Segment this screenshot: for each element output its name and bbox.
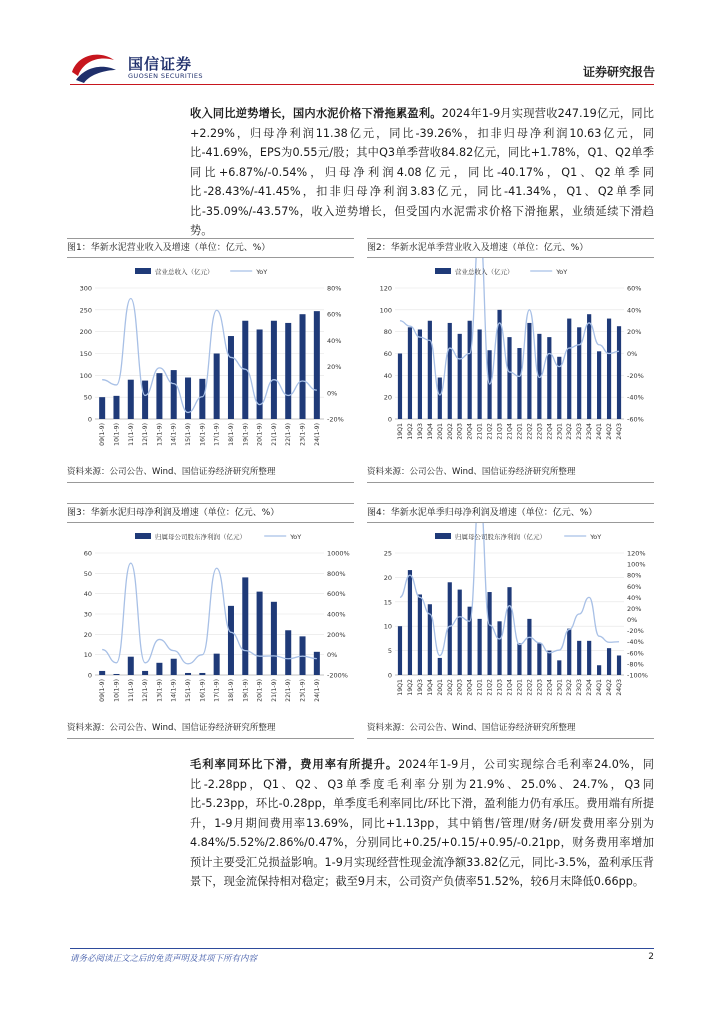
bar — [242, 577, 248, 675]
y2-tick-label: 20% — [627, 328, 642, 337]
bar — [587, 641, 591, 675]
x-tick-label: 22Q1 — [516, 679, 524, 696]
x-tick-label: 19Q1 — [396, 423, 404, 440]
x-tick-label: 22Q3 — [536, 423, 544, 440]
x-tick-label: 23Q2 — [566, 423, 574, 440]
legend-label: YoY — [256, 268, 268, 276]
x-tick-label: 22(1-9) — [285, 679, 293, 702]
bar — [113, 674, 119, 675]
x-tick-label: 24Q2 — [606, 423, 614, 440]
x-tick-label: 23(1-9) — [299, 423, 307, 446]
y2-tick-label: -40% — [627, 393, 644, 402]
quarterly-net-profit-chart — [367, 523, 654, 719]
bar — [497, 621, 501, 675]
y2-tick-label: 0% — [327, 651, 338, 660]
x-tick-label: 18(1-9) — [227, 679, 235, 702]
paragraph-lead: 收入同比逆势增长，国内水泥价格下滑拖累盈利。 — [190, 107, 442, 120]
y-tick-label: 50 — [83, 393, 92, 402]
y-tick-label: 300 — [79, 284, 92, 293]
y2-tick-label: 60% — [627, 582, 642, 591]
bar — [228, 336, 234, 419]
x-tick-label: 22(1-9) — [285, 423, 293, 446]
x-tick-label: 21(1-9) — [270, 679, 278, 702]
y2-tick-label: 0% — [327, 389, 338, 398]
y2-tick-label: 20% — [327, 363, 342, 372]
y2-tick-label: 600% — [327, 590, 346, 599]
y2-tick-label: -80% — [627, 660, 644, 669]
y2-tick-label: -100% — [627, 671, 648, 680]
x-tick-label: 20Q1 — [436, 679, 444, 696]
x-tick-label: 24(1-9) — [313, 423, 321, 446]
y-tick-label: 0 — [387, 415, 392, 424]
yoy-line — [102, 298, 317, 412]
bar — [428, 321, 432, 419]
y-tick-label: 100 — [379, 306, 392, 315]
paragraph-margin — [190, 755, 654, 892]
x-tick-label: 20(1-9) — [256, 423, 264, 446]
bar — [418, 594, 422, 675]
bar — [458, 334, 462, 419]
y-tick-label: 120 — [379, 284, 392, 293]
figure-2 — [367, 238, 654, 483]
bar — [142, 381, 148, 419]
bar — [199, 673, 205, 675]
x-tick-label: 10(1-9) — [113, 423, 121, 446]
figure-4 — [367, 503, 654, 739]
yoy-line — [102, 563, 317, 664]
paragraph-body: 2024年1-9月，公司实现综合毛利率24.0%，同比-2.28pp，Q1、Q2、Q3单季度毛利率分别为21.9%、25.0%、24.7%，Q3同比-5.23pp，环比-0.28pp，单季度毛利率同比/环比下滑，盈利能力仍有承压。费用端有所提升，1-9月期间费用率13.69%，同比+1.13pp，其中销售/管理/财务/研发费用率分别为4.84%/5.52%/2.86%/0.47%，分别同比+0.25/+0.15/+0.95/-0.21pp，财务费用率增加预计主要受汇兑损益影响。1-9月实现经营性现金流净额33.82亿元，同比-3.5%，盈利承压背景下，现金流保持相对稳定；截至9月末，公司资产负债率51.52%，较6月末降低0.66pp。 — [190, 758, 654, 888]
y2-tick-label: 120% — [627, 549, 646, 558]
x-tick-label: 22Q4 — [546, 423, 554, 440]
x-tick-label: 17(1-9) — [213, 423, 221, 446]
bar — [438, 378, 442, 419]
y-tick-label: 60 — [383, 350, 392, 358]
x-tick-label: 18(1-9) — [227, 423, 235, 446]
bar — [527, 323, 531, 419]
y-tick-label: 10 — [383, 622, 392, 631]
figure-source: 资料来源：公司公告、Wind、国信证券经济研究所整理 — [67, 467, 276, 477]
y2-tick-label: 800% — [327, 569, 346, 578]
net-profit-chart — [67, 523, 354, 719]
bar — [128, 657, 134, 675]
legend-label: 归属母公司股东净利润（亿元） — [155, 533, 246, 541]
bar — [99, 671, 105, 675]
bar — [257, 592, 263, 675]
x-tick-label: 21(1-9) — [270, 423, 278, 446]
bar — [517, 348, 521, 419]
y-tick-label: 100 — [79, 371, 92, 380]
figure-source: 资料来源：公司公告、Wind、国信证券经济研究所整理 — [367, 723, 576, 733]
y2-tick-label: 100% — [627, 560, 646, 569]
y2-tick-label: 40% — [327, 336, 342, 345]
figure-title: 图3：华新水泥归母净利润及增速（单位：亿元、%） — [67, 503, 354, 523]
legend-bar-swatch — [435, 268, 451, 274]
y-tick-label: 25 — [383, 549, 392, 558]
bar — [300, 314, 306, 419]
x-tick-label: 22Q1 — [516, 423, 524, 440]
bar — [557, 660, 561, 675]
brand-name-en: GUOSEN SECURITIES — [128, 72, 203, 80]
bar — [142, 671, 148, 675]
y2-tick-label: -20% — [627, 371, 644, 380]
y2-tick-label: 0% — [627, 616, 638, 625]
y-tick-label: 60 — [83, 549, 92, 558]
x-tick-label: 23Q3 — [576, 423, 584, 440]
bar — [507, 337, 511, 419]
legend-label: 归属母公司股东净利润（亿元） — [455, 533, 546, 541]
y2-tick-label: -60% — [627, 415, 644, 424]
x-tick-label: 13(1-9) — [156, 423, 164, 446]
legend-label: YoY — [290, 533, 302, 541]
x-tick-label: 14(1-9) — [170, 423, 178, 446]
x-tick-label: 24Q3 — [616, 679, 624, 696]
x-tick-label: 15(1-9) — [185, 423, 193, 446]
x-tick-label: 21Q3 — [496, 423, 504, 440]
bar — [478, 329, 482, 419]
x-tick-label: 15(1-9) — [185, 679, 193, 702]
x-tick-label: 21Q4 — [506, 679, 514, 696]
x-tick-label: 16(1-9) — [199, 679, 207, 702]
x-tick-label: 21Q2 — [486, 679, 494, 696]
bar — [171, 370, 177, 419]
y-tick-label: 200 — [79, 328, 92, 337]
y2-tick-label: -40% — [627, 638, 644, 647]
bar — [271, 321, 277, 419]
figure-title: 图2：华新水泥单季营业收入及增速（单位：亿元、%） — [367, 238, 654, 258]
bar — [527, 619, 531, 675]
figure-divider — [67, 738, 354, 739]
x-tick-label: 19(1-9) — [242, 679, 250, 702]
quarterly-revenue-chart — [367, 258, 654, 463]
bar — [99, 397, 105, 419]
x-tick-label: 10(1-9) — [113, 679, 121, 702]
bar — [567, 629, 571, 675]
x-tick-label: 23Q4 — [586, 423, 594, 440]
bar — [458, 590, 462, 675]
y-tick-label: 40 — [83, 590, 92, 599]
bar — [478, 619, 482, 675]
x-tick-label: 20Q3 — [456, 679, 464, 696]
x-tick-label: 22Q2 — [526, 423, 534, 440]
y2-tick-label: 200% — [327, 630, 346, 639]
x-tick-label: 24(1-9) — [313, 679, 321, 702]
brand-logo — [70, 50, 203, 86]
y-tick-label: 15 — [383, 598, 392, 607]
x-tick-label: 19(1-9) — [242, 423, 250, 446]
y2-tick-label: -20% — [327, 415, 344, 424]
bar — [577, 327, 581, 419]
disclaimer-note: 请务必阅读正文之后的免责声明及其项下所有内容 — [70, 954, 258, 964]
bar — [468, 321, 472, 419]
y2-tick-label: 1000% — [327, 549, 350, 558]
x-tick-label: 19Q3 — [416, 423, 424, 440]
x-tick-label: 19Q2 — [406, 423, 414, 440]
y-tick-label: 250 — [79, 306, 92, 315]
paragraph-revenue — [190, 104, 654, 241]
brand-name-cn: 国信证券 — [128, 55, 193, 73]
bar — [156, 663, 162, 675]
x-tick-label: 23Q1 — [556, 423, 564, 440]
bar — [171, 659, 177, 675]
y-tick-label: 30 — [83, 610, 92, 619]
x-tick-label: 24Q1 — [596, 679, 604, 696]
y2-tick-label: 60% — [327, 310, 342, 319]
x-tick-label: 23Q3 — [576, 679, 584, 696]
bar — [314, 311, 320, 419]
figure-source: 资料来源：公司公告、Wind、国信证券经济研究所整理 — [367, 467, 576, 477]
figure-divider — [367, 482, 654, 483]
bar — [257, 329, 263, 419]
x-tick-label: 23Q4 — [586, 679, 594, 696]
y2-tick-label: 400% — [327, 610, 346, 619]
report-type: 证券研究报告 — [582, 65, 655, 79]
y2-tick-label: 0% — [627, 350, 638, 358]
y-tick-label: 50 — [83, 569, 92, 578]
bar — [214, 354, 220, 420]
x-tick-label: 23Q2 — [566, 679, 574, 696]
bar — [567, 319, 571, 419]
y2-tick-label: -20% — [627, 627, 644, 636]
y2-tick-label: 40% — [627, 593, 642, 602]
bar — [113, 396, 119, 419]
bar — [577, 641, 581, 675]
bar — [185, 673, 191, 675]
y-tick-label: 5 — [387, 647, 392, 656]
x-tick-label: 22Q3 — [536, 679, 544, 696]
x-tick-label: 16(1-9) — [199, 423, 207, 446]
legend-label: 营业总收入（亿元） — [155, 268, 214, 276]
figure-source: 资料来源：公司公告、Wind、国信证券经济研究所整理 — [67, 723, 276, 733]
x-tick-label: 19Q1 — [396, 679, 404, 696]
x-tick-label: 19Q4 — [426, 423, 434, 440]
figure-divider — [67, 482, 354, 483]
x-tick-label: 09(1-9) — [99, 423, 107, 446]
x-tick-label: 21Q2 — [486, 423, 494, 440]
bar — [617, 326, 621, 419]
y-tick-label: 0 — [387, 671, 392, 680]
paragraph-lead: 毛利率同环比下滑，费用率有所提升。 — [190, 758, 399, 771]
x-tick-label: 20Q2 — [446, 679, 454, 696]
x-tick-label: 19Q2 — [406, 679, 414, 696]
y2-tick-label: 60% — [627, 284, 642, 293]
x-tick-label: 11(1-9) — [127, 423, 135, 446]
revenue-chart — [67, 258, 354, 463]
x-tick-label: 23Q1 — [556, 679, 564, 696]
y2-tick-label: 20% — [627, 604, 642, 613]
bar — [438, 658, 442, 675]
legend-label: YoY — [590, 533, 602, 541]
bar — [607, 648, 611, 675]
y-tick-label: 0 — [87, 415, 92, 424]
x-tick-label: 11(1-9) — [127, 679, 135, 702]
bar — [228, 606, 234, 675]
bar — [398, 354, 402, 420]
x-tick-label: 19Q3 — [416, 679, 424, 696]
x-tick-label: 21Q1 — [476, 679, 484, 696]
legend-bar-swatch — [135, 268, 151, 274]
legend-bar-swatch — [435, 533, 451, 539]
bar — [314, 652, 320, 675]
bar — [607, 319, 611, 419]
figure-title: 图4：华新水泥单季归母净利润及增速（单位：亿元、%） — [367, 503, 654, 523]
bar — [408, 570, 412, 675]
header-divider — [70, 84, 654, 85]
figure-divider — [367, 738, 654, 739]
x-tick-label: 21Q3 — [496, 679, 504, 696]
bar — [128, 380, 134, 419]
y2-tick-label: 80% — [327, 284, 342, 293]
x-tick-label: 24Q1 — [596, 423, 604, 440]
bar — [408, 327, 412, 419]
paragraph-body: 2024年1-9月实现营收247.19亿元，同比+2.29%，归母净利润11.38亿元，同比-39.26%，扣非归母净利润10.63亿元，同比-41.69%，EPS为0.55元/股；其中Q3单季营收84.82亿元，同比+1.78%，Q1、Q2单季同比+6.87%/-0.54%，归母净利润4.08亿元，同比-40.17%，Q1、Q2单季同比-28.43%/-41.45%，扣非归母净利润3.83亿元，同比-41.34%，Q1、Q2单季同比-35.09%/-43.57%，收入逆势增长，但受国内水泥需求价格下滑拖累，业绩延续下滑趋势。 — [190, 107, 654, 237]
x-tick-label: 21Q1 — [476, 423, 484, 440]
y2-tick-label: 80% — [627, 571, 642, 580]
y-tick-label: 20 — [383, 393, 392, 402]
y-tick-label: 150 — [79, 350, 92, 358]
y-tick-label: 20 — [383, 573, 392, 582]
x-tick-label: 19Q4 — [426, 679, 434, 696]
bar — [448, 323, 452, 419]
y-tick-label: 80 — [383, 328, 392, 337]
bar — [214, 654, 220, 675]
x-tick-label: 12(1-9) — [142, 423, 150, 446]
bar — [398, 626, 402, 675]
x-tick-label: 13(1-9) — [156, 679, 164, 702]
bar — [271, 602, 277, 675]
bar — [617, 655, 621, 675]
y-tick-label: 10 — [83, 651, 92, 660]
bar — [547, 337, 551, 419]
x-tick-label: 20Q4 — [466, 679, 474, 696]
x-tick-label: 12(1-9) — [142, 679, 150, 702]
footer-divider — [70, 948, 654, 949]
y-tick-label: 0 — [87, 671, 92, 680]
x-tick-label: 23(1-9) — [299, 679, 307, 702]
y2-tick-label: 40% — [627, 306, 642, 315]
y2-tick-label: -200% — [327, 671, 348, 680]
figure-title: 图1：华新水泥营业收入及增速（单位：亿元、%） — [67, 238, 354, 258]
x-tick-label: 21Q4 — [506, 423, 514, 440]
bar — [517, 643, 521, 675]
legend-label: YoY — [556, 268, 568, 276]
x-tick-label: 20Q1 — [436, 423, 444, 440]
bar — [537, 643, 541, 675]
x-tick-label: 20Q2 — [446, 423, 454, 440]
bar — [418, 329, 422, 419]
x-tick-label: 22Q2 — [526, 679, 534, 696]
figure-1 — [67, 238, 354, 483]
bar — [285, 630, 291, 675]
bar — [487, 592, 491, 675]
x-tick-label: 20Q3 — [456, 423, 464, 440]
y-tick-label: 40 — [383, 371, 392, 380]
bar — [156, 373, 162, 419]
x-tick-label: 22Q4 — [546, 679, 554, 696]
bar — [199, 379, 205, 419]
figure-3 — [67, 503, 354, 739]
x-tick-label: 09(1-9) — [99, 679, 107, 702]
page-number: 2 — [648, 952, 654, 962]
bar — [285, 323, 291, 419]
bar — [597, 351, 601, 419]
guosen-logo-icon — [70, 50, 118, 84]
y2-tick-label: -60% — [627, 649, 644, 658]
x-tick-label: 14(1-9) — [170, 679, 178, 702]
bar — [587, 314, 591, 419]
x-tick-label: 20Q4 — [466, 423, 474, 440]
x-tick-label: 20(1-9) — [256, 679, 264, 702]
bar — [547, 651, 551, 675]
y-tick-label: 20 — [83, 630, 92, 639]
bar — [597, 665, 601, 675]
bar — [507, 587, 511, 675]
x-tick-label: 24Q3 — [616, 423, 624, 440]
page-header — [0, 0, 724, 90]
x-tick-label: 24Q2 — [606, 679, 614, 696]
x-tick-label: 17(1-9) — [213, 679, 221, 702]
legend-bar-swatch — [135, 533, 151, 539]
legend-label: 营业总收入（亿元） — [455, 268, 514, 276]
